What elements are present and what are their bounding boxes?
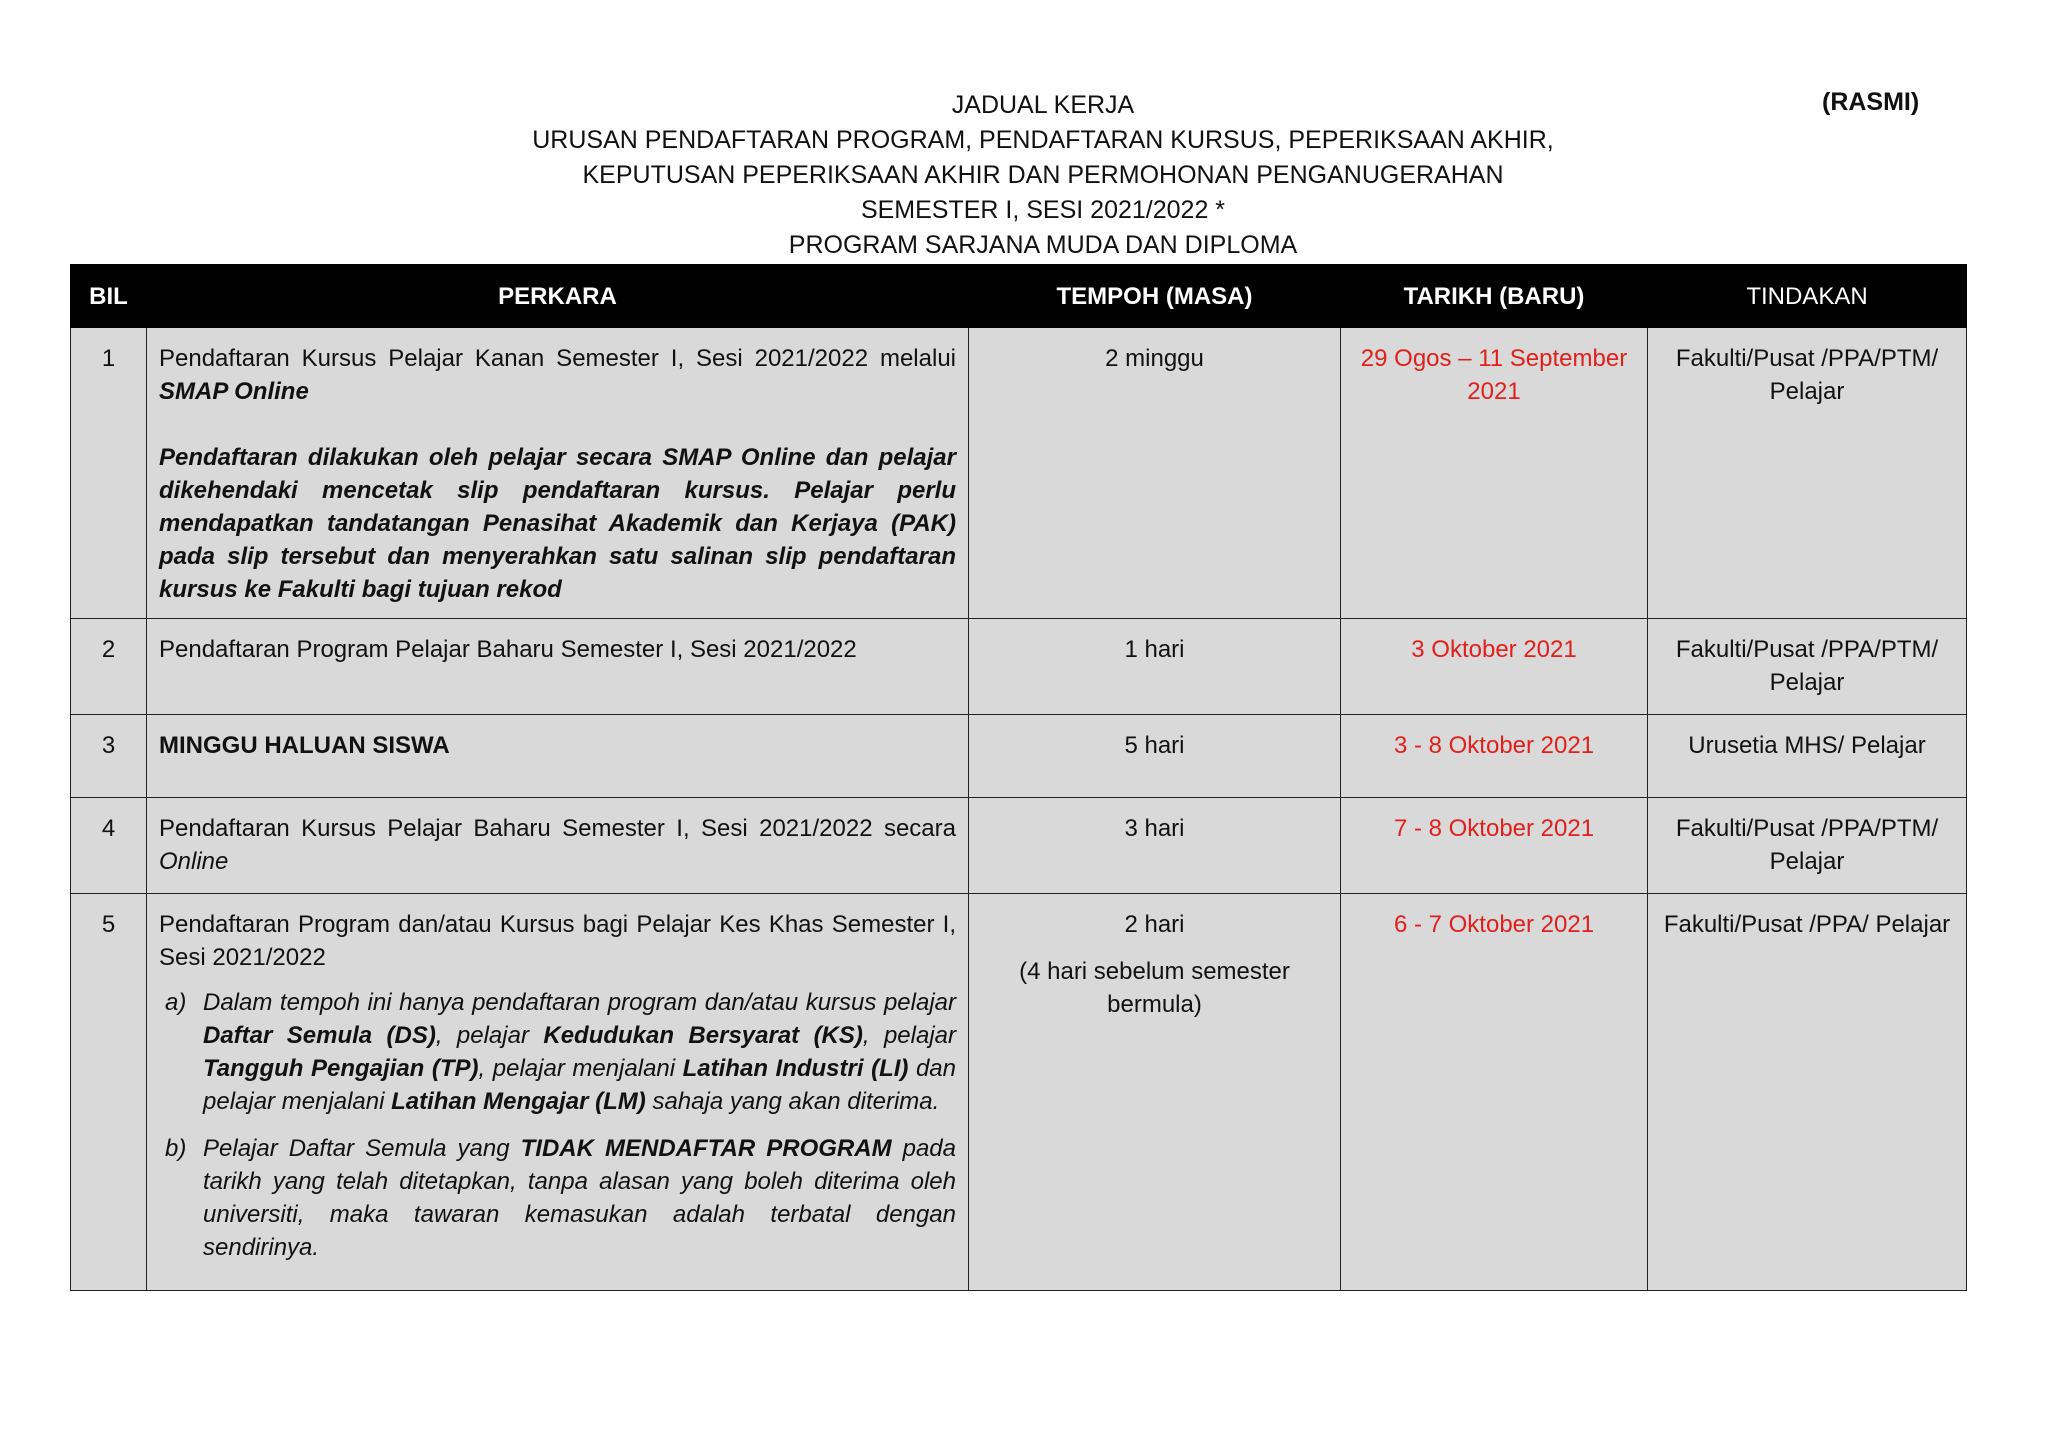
cell-tindakan: Urusetia MHS/ Pelajar: [1648, 715, 1967, 798]
column-header-bil: BIL: [71, 265, 147, 328]
title-line: JADUAL KERJA: [951, 91, 1135, 119]
table-header: [71, 265, 1967, 328]
table-row: [71, 715, 1967, 798]
cell-tindakan: Fakulti/Pusat /PPA/PTM/ Pelajar: [1648, 328, 1967, 619]
cell-perkara: [147, 328, 969, 619]
tempoh-note: (4 hari sebelum semester bermula): [1019, 958, 1290, 1018]
cell-bil: 1: [71, 328, 147, 619]
classification-label: (RASMI): [1822, 88, 1920, 116]
title-line: URUSAN PENDAFTARAN PROGRAM, PENDAFTARAN KURSUS, PEPERIKSAAN AKHIR,: [532, 126, 1554, 154]
title-line: KEPUTUSAN PEPERIKSAAN AKHIR DAN PERMOHONAN PENGANUGERAHAN: [582, 161, 1504, 189]
column-header-tindakan: TINDAKAN: [1648, 265, 1967, 328]
table-row: [71, 328, 1967, 619]
cell-tindakan: Fakulti/Pusat /PPA/ Pelajar: [1648, 894, 1967, 1291]
perkara-emphasis: Online: [159, 848, 229, 875]
list-marker: b): [165, 1135, 187, 1162]
tempoh-value: 2 hari: [1124, 911, 1185, 938]
cell-tindakan: Fakulti/Pusat /PPA/PTM/ Pelajar: [1648, 619, 1967, 715]
cell-tarikh: 6 - 7 Oktober 2021: [1341, 894, 1648, 1291]
perkara-text: Pendaftaran Kursus Pelajar Kanan Semester I, Sesi 2021/2022 melalui: [159, 345, 956, 372]
cell-perkara: MINGGU HALUAN SISWA: [147, 715, 969, 798]
list-item: [159, 986, 956, 1118]
cell-tempoh: 5 hari: [969, 715, 1341, 798]
cell-tarikh: 3 Oktober 2021: [1341, 619, 1648, 715]
cell-tempoh: 1 hari: [969, 619, 1341, 715]
column-header-perkara: PERKARA: [147, 265, 969, 328]
column-header-tarikh: TARIKH (BARU): [1341, 265, 1648, 328]
perkara-emphasis: SMAP Online: [159, 378, 309, 405]
column-header-tempoh: TEMPOH (MASA): [969, 265, 1341, 328]
document-title: [0, 88, 2048, 263]
cell-tarikh: 3 - 8 Oktober 2021: [1341, 715, 1648, 798]
cell-perkara: [147, 798, 969, 894]
list-marker: a): [165, 989, 187, 1016]
table-row: [71, 619, 1967, 715]
cell-bil: 2: [71, 619, 147, 715]
cell-perkara: [147, 894, 969, 1291]
cell-tarikh: 29 Ogos – 11 September 2021: [1341, 328, 1648, 619]
list-item-text: Dalam tempoh ini hanya pendaftaran program dan/atau kursus pelajar Daftar Semula (DS), pelajar Kedudukan Bersyarat (KS), pelajar Tangguh Pengajian (TP), pelajar menjalani Latihan Industri (LI) dan pelajar menjalani Latihan Mengajar (LM) sahaja yang akan diterima.: [203, 989, 956, 1115]
cell-tempoh: [969, 894, 1341, 1291]
cell-tindakan: Fakulti/Pusat /PPA/PTM/ Pelajar: [1648, 798, 1967, 894]
cell-bil: 5: [71, 894, 147, 1291]
table-row: [71, 798, 1967, 894]
title-line: PROGRAM SARJANA MUDA DAN DIPLOMA: [788, 231, 1298, 259]
list-item-text: Pelajar Daftar Semula yang TIDAK MENDAFTAR PROGRAM pada tarikh yang telah ditetapkan, tanpa alasan yang boleh diterima oleh universiti, maka tawaran kemasukan adalah terbatal dengan sendirinya.: [203, 1135, 957, 1261]
table-row: [71, 894, 1967, 1291]
cell-tarikh: 7 - 8 Oktober 2021: [1341, 798, 1648, 894]
title-line: SEMESTER I, SESI 2021/2022 *: [860, 196, 1226, 224]
schedule-table: [70, 264, 1967, 1291]
list-item: [159, 1132, 956, 1264]
cell-perkara: Pendaftaran Program Pelajar Baharu Semester I, Sesi 2021/2022: [147, 619, 969, 715]
cell-tempoh: 3 hari: [969, 798, 1341, 894]
cell-bil: 4: [71, 798, 147, 894]
perkara-text: Pendaftaran Kursus Pelajar Baharu Semester I, Sesi 2021/2022 secara: [159, 815, 956, 842]
cell-tempoh: 2 minggu: [969, 328, 1341, 619]
perkara-note: Pendaftaran dilakukan oleh pelajar secara SMAP Online dan pelajar dikehendaki mencetak slip pendaftaran kursus. Pelajar perlu mendapatkan tandatangan Penasihat Akademik dan Kerjaya (PAK) pada slip tersebut dan menyerahkan satu salinan slip pendaftaran kursus ke Fakulti bagi tujuan rekod: [159, 444, 956, 603]
sub-item-list: [159, 986, 956, 1264]
header-row: [71, 265, 1967, 328]
cell-bil: 3: [71, 715, 147, 798]
perkara-text: Pendaftaran Program dan/atau Kursus bagi Pelajar Kes Khas Semester I, Sesi 2021/2022: [159, 911, 956, 971]
